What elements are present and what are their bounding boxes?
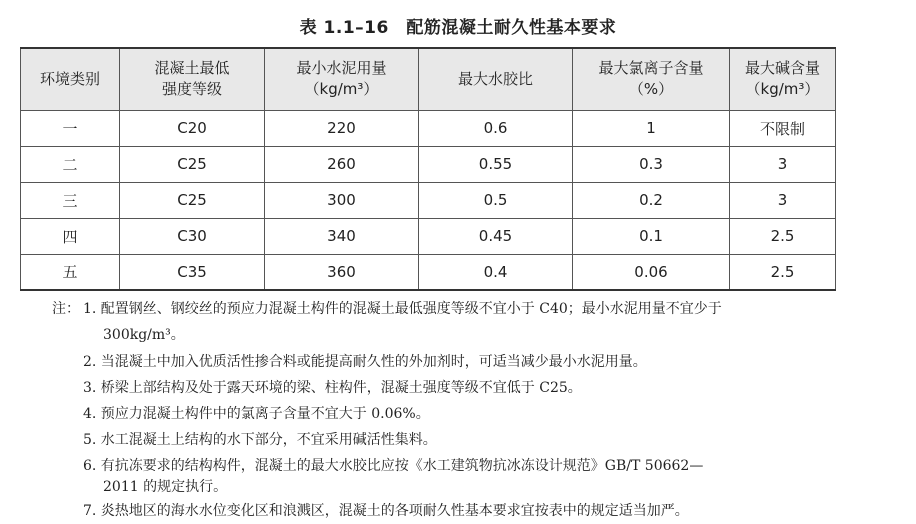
note-1: 1. 配置钢丝、钢绞丝的预应力混凝土构件的混凝土最低强度等级不宜小于 C40；最小水泥用量不宜少于 [83,301,722,317]
cell-chloride-content: 0.3 [573,146,730,182]
cell-cement-content: 300 [265,182,419,218]
cell-strength-grade: C35 [120,254,265,290]
cell-cement-content: 340 [265,218,419,254]
note-6: 6. 有抗冻要求的结构构件，混凝土的最大水胶比应按《水工建筑物抗冰冻设计规范》GB/T 50662— [83,458,704,474]
cell-chloride-content: 0.06 [573,254,730,290]
cell-chloride-content: 0.2 [573,182,730,218]
cell-cement-content: 260 [265,146,419,182]
header-max-water-binder-ratio: 最大水胶比 [419,48,573,110]
cell-strength-grade: C25 [120,146,265,182]
cell-strength-grade: C25 [120,182,265,218]
note-4: 4. 预应力混凝土构件中的氯离子含量不宜大于 0.06%。 [83,406,430,422]
cell-environment-class: 五 [21,254,120,290]
cell-environment-class: 二 [21,146,120,182]
note-1-continued: 300kg/m³。 [103,327,185,343]
table-title: 表 1.1–16 配筋混凝土耐久性基本要求 [299,18,617,38]
cell-environment-class: 三 [21,182,120,218]
table-row [21,110,836,146]
cell-water-binder-ratio: 0.45 [419,218,573,254]
cell-strength-grade: C20 [120,110,265,146]
header-min-strength-grade: 混凝土最低 强度等级 [120,48,265,110]
cell-cement-content: 220 [265,110,419,146]
cell-alkali-content: 2.5 [730,218,836,254]
cell-cement-content: 360 [265,254,419,290]
cell-water-binder-ratio: 0.4 [419,254,573,290]
table-row [21,182,836,218]
cell-strength-grade: C30 [120,218,265,254]
cell-alkali-content: 2.5 [730,254,836,290]
cell-environment-class: 一 [21,110,120,146]
note-2: 2. 当混凝土中加入优质活性掺合料或能提高耐久性的外加剂时，可适当减少最小水泥用量。 [83,354,647,370]
note-3: 3. 桥梁上部结构及处于露天环境的梁、柱构件，混凝土强度等级不宜低于 C25。 [83,380,582,396]
table-row [21,254,836,290]
notes-label: 注： [52,301,80,317]
header-max-chloride-content: 最大氯离子含量 （%） [573,48,730,110]
header-min-cement-content: 最小水泥用量 （kg/m³） [265,48,419,110]
cell-alkali-content: 3 [730,182,836,218]
cell-water-binder-ratio: 0.5 [419,182,573,218]
note-6-continued: 2011 的规定执行。 [103,479,228,495]
note-5: 5. 水工混凝土上结构的水下部分，不宜采用碱活性集料。 [83,432,437,448]
header-max-alkali-content: 最大碱含量 （kg/m³） [730,48,836,110]
cell-alkali-content: 3 [730,146,836,182]
cell-chloride-content: 0.1 [573,218,730,254]
cell-environment-class: 四 [21,218,120,254]
note-7: 7. 炎热地区的海水水位变化区和浪溅区，混凝土的各项耐久性基本要求宜按表中的规定适当加严。 [83,503,689,519]
cell-water-binder-ratio: 0.55 [419,146,573,182]
cell-water-binder-ratio: 0.6 [419,110,573,146]
table-header-row [21,48,836,110]
table-row [21,218,836,254]
header-environment-class: 环境类别 [21,48,120,110]
cell-chloride-content: 1 [573,110,730,146]
durability-requirements-table [20,47,836,291]
cell-alkali-content: 不限制 [730,110,836,146]
table-row [21,146,836,182]
